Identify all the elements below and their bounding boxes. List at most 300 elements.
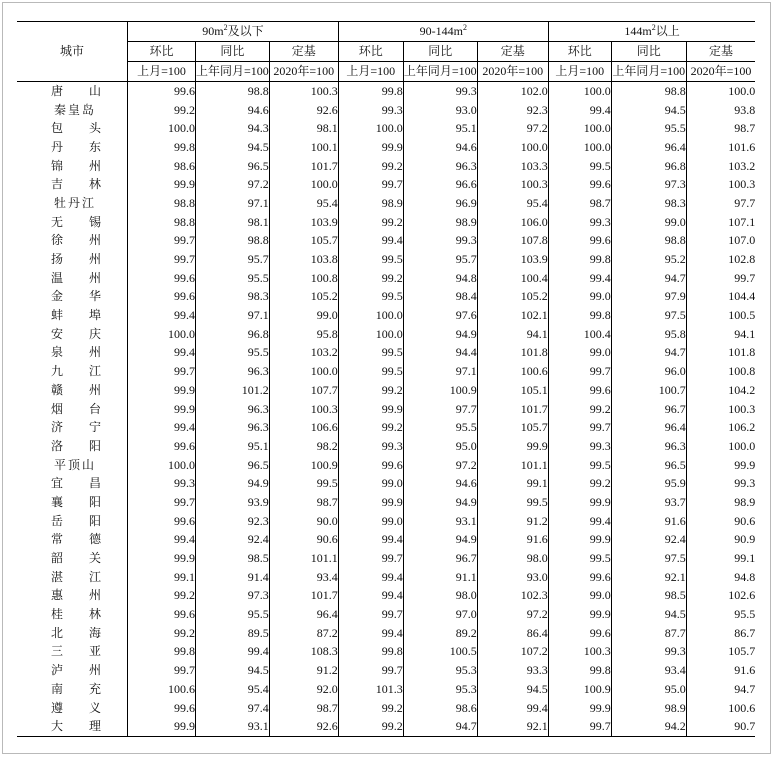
table-row <box>17 344 755 363</box>
index-value: 96.3 <box>611 437 686 456</box>
index-value: 99.7 <box>128 250 196 269</box>
index-value: 97.2 <box>477 119 548 138</box>
table-row <box>17 531 755 550</box>
index-value: 101.1 <box>269 549 338 568</box>
index-value: 93.8 <box>686 101 755 120</box>
index-value: 101.7 <box>269 157 338 176</box>
index-value: 99.1 <box>128 568 196 587</box>
metric-header-mom: 环比 <box>548 42 611 62</box>
index-value: 89.5 <box>196 624 270 643</box>
table-row <box>17 699 755 718</box>
index-value: 100.8 <box>686 362 755 381</box>
index-value: 99.5 <box>338 362 403 381</box>
city-name <box>17 288 128 307</box>
index-value: 99.4 <box>338 531 403 550</box>
index-value: 99.5 <box>548 456 611 475</box>
city-name <box>17 157 128 176</box>
city-name-text: 泸州 <box>51 663 128 678</box>
city-name <box>17 101 128 120</box>
index-value: 98.6 <box>403 699 477 718</box>
page-frame <box>2 2 771 754</box>
index-value: 100.4 <box>477 269 548 288</box>
table-row <box>17 661 755 680</box>
index-value: 99.5 <box>338 344 403 363</box>
index-value: 99.2 <box>128 101 196 120</box>
city-name <box>17 400 128 419</box>
index-value: 99.3 <box>128 474 196 493</box>
index-value: 93.1 <box>403 512 477 531</box>
city-name-text: 洛阳 <box>51 438 128 453</box>
table-row <box>17 624 755 643</box>
city-name-text: 徐州 <box>51 233 128 248</box>
index-value: 99.0 <box>548 344 611 363</box>
index-value: 99.3 <box>338 101 403 120</box>
table-row <box>17 194 755 213</box>
index-value: 94.7 <box>611 344 686 363</box>
index-value: 101.7 <box>269 587 338 606</box>
index-value: 95.2 <box>611 250 686 269</box>
index-value: 94.5 <box>196 661 270 680</box>
index-value: 98.8 <box>196 232 270 251</box>
city-name <box>17 119 128 138</box>
index-value: 94.1 <box>686 325 755 344</box>
group-header-medium: $90-144m^2$ <box>338 22 548 42</box>
city-name <box>17 680 128 699</box>
index-value: 107.7 <box>269 381 338 400</box>
index-value: 98.2 <box>269 437 338 456</box>
city-name-text: 襄阳 <box>51 494 128 509</box>
index-value: 97.7 <box>686 194 755 213</box>
city-name-text: 无锡 <box>51 214 128 229</box>
table-row <box>17 325 755 344</box>
index-value: 103.9 <box>269 213 338 232</box>
city-name <box>17 474 128 493</box>
index-value: 96.5 <box>196 456 270 475</box>
index-value: 99.9 <box>128 549 196 568</box>
index-value: 99.9 <box>128 175 196 194</box>
index-value: 99.9 <box>548 493 611 512</box>
index-value: 99.5 <box>548 157 611 176</box>
index-value: 100.3 <box>477 175 548 194</box>
city-name-text: 大理 <box>51 719 128 734</box>
index-value: 97.5 <box>611 549 686 568</box>
table-row <box>17 605 755 624</box>
index-value: 105.1 <box>477 381 548 400</box>
table-row <box>17 306 755 325</box>
index-value: 102.1 <box>477 306 548 325</box>
index-value: 94.8 <box>403 269 477 288</box>
city-name <box>17 568 128 587</box>
index-value: 99.0 <box>548 288 611 307</box>
city-name-text: 北海 <box>51 625 128 640</box>
index-value: 94.5 <box>611 605 686 624</box>
index-value: 94.6 <box>403 474 477 493</box>
index-value: 94.6 <box>403 138 477 157</box>
index-value: 99.2 <box>128 624 196 643</box>
index-value: 93.0 <box>403 101 477 120</box>
index-value: 94.7 <box>686 680 755 699</box>
index-value: 95.5 <box>403 418 477 437</box>
table-row <box>17 400 755 419</box>
city-name <box>17 512 128 531</box>
index-value: 92.1 <box>477 717 548 736</box>
index-value: 96.4 <box>269 605 338 624</box>
table-row <box>17 82 755 101</box>
index-value: 100.0 <box>338 325 403 344</box>
base-header-mom: 上月=100 <box>548 62 611 82</box>
index-value: 98.7 <box>686 119 755 138</box>
index-value: 101.1 <box>477 456 548 475</box>
index-value: 92.1 <box>611 568 686 587</box>
index-value: 99.9 <box>548 699 611 718</box>
index-value: 96.4 <box>611 418 686 437</box>
city-name <box>17 605 128 624</box>
index-value: 94.4 <box>403 344 477 363</box>
index-value: 100.3 <box>548 643 611 662</box>
base-header-mom: 上月=100 <box>128 62 196 82</box>
index-value: 100.9 <box>548 680 611 699</box>
index-value: 91.6 <box>477 531 548 550</box>
table-row <box>17 269 755 288</box>
index-value: 99.2 <box>338 699 403 718</box>
index-value: 99.1 <box>686 549 755 568</box>
index-value: 98.3 <box>196 288 270 307</box>
index-value: 106.2 <box>686 418 755 437</box>
index-value: 86.7 <box>686 624 755 643</box>
index-value: 100.0 <box>477 138 548 157</box>
metric-header-yoy: 同比 <box>403 42 477 62</box>
index-value: 99.6 <box>128 269 196 288</box>
index-value: 99.7 <box>128 232 196 251</box>
index-value: 99.8 <box>548 250 611 269</box>
index-value: 100.0 <box>548 138 611 157</box>
index-value: 94.7 <box>611 269 686 288</box>
index-value: 95.5 <box>686 605 755 624</box>
city-name <box>17 531 128 550</box>
index-value: 99.8 <box>128 643 196 662</box>
table-row <box>17 250 755 269</box>
index-value: 90.9 <box>686 531 755 550</box>
city-name-text: 秦皇岛 <box>54 102 97 117</box>
index-value: 91.6 <box>611 512 686 531</box>
index-value: 96.9 <box>403 194 477 213</box>
index-value: 94.1 <box>477 325 548 344</box>
index-value: 100.1 <box>269 138 338 157</box>
index-value: 98.8 <box>196 82 270 101</box>
index-value: 100.0 <box>338 306 403 325</box>
index-value: 99.7 <box>128 493 196 512</box>
city-name-text: 宜昌 <box>51 476 128 491</box>
index-value: 97.5 <box>611 306 686 325</box>
index-value: 98.8 <box>128 213 196 232</box>
index-value: 98.0 <box>477 549 548 568</box>
index-value: 87.2 <box>269 624 338 643</box>
index-value: 92.0 <box>269 680 338 699</box>
index-value: 99.4 <box>548 512 611 531</box>
index-value: 99.9 <box>128 381 196 400</box>
index-value: 97.2 <box>477 605 548 624</box>
index-value: 89.2 <box>403 624 477 643</box>
city-name-text: 烟台 <box>51 401 128 416</box>
city-name-text: 湛江 <box>51 569 128 584</box>
index-value: 91.6 <box>686 661 755 680</box>
metric-header-yoy: 同比 <box>196 42 270 62</box>
index-value: 95.3 <box>403 661 477 680</box>
index-value: 100.0 <box>269 362 338 381</box>
table-row <box>17 381 755 400</box>
index-value: 95.9 <box>611 474 686 493</box>
index-value: 99.4 <box>128 418 196 437</box>
index-value: 92.4 <box>611 531 686 550</box>
table-row <box>17 680 755 699</box>
index-value: 97.9 <box>611 288 686 307</box>
index-value: 99.6 <box>128 512 196 531</box>
table-row <box>17 493 755 512</box>
index-value: 101.6 <box>686 138 755 157</box>
index-value: 99.6 <box>548 232 611 251</box>
index-value: 102.3 <box>477 587 548 606</box>
index-value: 97.4 <box>196 699 270 718</box>
index-value: 99.0 <box>548 587 611 606</box>
index-value: 99.4 <box>128 306 196 325</box>
index-value: 105.2 <box>269 288 338 307</box>
index-value: 99.3 <box>403 82 477 101</box>
index-value: 96.5 <box>611 456 686 475</box>
index-value: 96.4 <box>611 138 686 157</box>
index-value: 94.6 <box>196 101 270 120</box>
index-value: 100.6 <box>686 699 755 718</box>
index-value: 92.6 <box>269 717 338 736</box>
index-value: 99.2 <box>128 587 196 606</box>
city-name <box>17 717 128 736</box>
index-value: 98.9 <box>686 493 755 512</box>
index-value: 94.7 <box>403 717 477 736</box>
index-value: 99.2 <box>338 717 403 736</box>
metric-header-yoy: 同比 <box>611 42 686 62</box>
table-row <box>17 512 755 531</box>
base-header-yoy: 上年同月=100 <box>611 62 686 82</box>
city-name <box>17 344 128 363</box>
index-value: 99.3 <box>403 232 477 251</box>
price-index-table <box>17 21 755 737</box>
index-value: 101.2 <box>196 381 270 400</box>
index-value: 102.0 <box>477 82 548 101</box>
index-value: 90.6 <box>686 512 755 531</box>
index-value: 99.4 <box>548 101 611 120</box>
index-value: 100.3 <box>269 82 338 101</box>
index-value: 100.5 <box>403 643 477 662</box>
index-value: 101.7 <box>477 400 548 419</box>
index-value: 100.0 <box>548 119 611 138</box>
index-value: 100.3 <box>686 400 755 419</box>
index-value: 92.3 <box>196 512 270 531</box>
index-value: 94.5 <box>477 680 548 699</box>
city-name-text: 济宁 <box>51 420 128 435</box>
index-value: 99.3 <box>686 474 755 493</box>
index-value: 107.8 <box>477 232 548 251</box>
index-value: 95.5 <box>196 605 270 624</box>
index-value: 97.3 <box>196 587 270 606</box>
index-value: 93.1 <box>196 717 270 736</box>
index-value: 99.0 <box>338 474 403 493</box>
metric-header-mom: 环比 <box>338 42 403 62</box>
index-value: 105.2 <box>477 288 548 307</box>
index-value: 87.7 <box>611 624 686 643</box>
index-value: 99.6 <box>128 437 196 456</box>
index-value: 99.4 <box>338 568 403 587</box>
index-value: 100.0 <box>128 119 196 138</box>
city-name-text: 包头 <box>51 121 128 136</box>
index-value: 94.5 <box>196 138 270 157</box>
index-value: 98.8 <box>611 232 686 251</box>
index-value: 107.1 <box>686 213 755 232</box>
city-name <box>17 213 128 232</box>
index-value: 95.5 <box>611 119 686 138</box>
city-name <box>17 138 128 157</box>
index-value: 92.6 <box>269 101 338 120</box>
index-value: 95.5 <box>196 269 270 288</box>
index-value: 94.9 <box>403 531 477 550</box>
index-value: 96.8 <box>196 325 270 344</box>
index-value: 99.2 <box>548 474 611 493</box>
index-value: 100.0 <box>128 456 196 475</box>
city-column-header: 城市 <box>17 22 128 82</box>
index-value: 95.4 <box>196 680 270 699</box>
table-row <box>17 213 755 232</box>
index-value: 99.3 <box>338 437 403 456</box>
index-value: 96.5 <box>196 157 270 176</box>
base-header-mom: 上月=100 <box>338 62 403 82</box>
index-value: 95.7 <box>196 250 270 269</box>
index-value: 94.9 <box>196 474 270 493</box>
table-row <box>17 474 755 493</box>
index-value: 94.3 <box>196 119 270 138</box>
city-name-text: 常德 <box>51 532 128 547</box>
index-value: 95.8 <box>269 325 338 344</box>
index-value: 100.0 <box>548 82 611 101</box>
city-name-text: 金华 <box>51 289 128 304</box>
index-value: 100.9 <box>403 381 477 400</box>
index-value: 97.6 <box>403 306 477 325</box>
city-name <box>17 175 128 194</box>
city-name <box>17 306 128 325</box>
city-name <box>17 232 128 251</box>
index-value: 97.3 <box>611 175 686 194</box>
index-value: 104.4 <box>686 288 755 307</box>
index-value: 103.3 <box>477 157 548 176</box>
city-name-text: 蚌埠 <box>51 308 128 323</box>
index-value: 99.6 <box>128 288 196 307</box>
index-value: 97.7 <box>403 400 477 419</box>
index-value: 99.5 <box>338 288 403 307</box>
index-value: 95.7 <box>403 250 477 269</box>
index-value: 96.6 <box>403 175 477 194</box>
base-header-yoy: 上年同月=100 <box>403 62 477 82</box>
index-value: 99.8 <box>548 661 611 680</box>
index-value: 100.6 <box>128 680 196 699</box>
table-body <box>17 82 755 737</box>
table-row <box>17 456 755 475</box>
index-value: 97.2 <box>403 456 477 475</box>
index-value: 99.6 <box>548 381 611 400</box>
index-value: 100.0 <box>338 119 403 138</box>
city-name-text: 岳阳 <box>51 513 128 528</box>
index-value: 98.1 <box>196 213 270 232</box>
group-header-small: $90m^2$及以下 <box>128 22 339 42</box>
index-value: 99.9 <box>338 138 403 157</box>
index-value: 97.1 <box>196 194 270 213</box>
index-value: 99.2 <box>548 400 611 419</box>
index-value: 100.3 <box>686 175 755 194</box>
index-value: 98.7 <box>269 493 338 512</box>
index-value: 95.0 <box>403 437 477 456</box>
city-name <box>17 661 128 680</box>
index-value: 106.6 <box>269 418 338 437</box>
index-value: 96.3 <box>196 400 270 419</box>
index-value: 98.1 <box>269 119 338 138</box>
city-name <box>17 643 128 662</box>
city-name-text: 唐山 <box>51 83 128 98</box>
index-value: 99.7 <box>548 362 611 381</box>
index-value: 94.9 <box>403 325 477 344</box>
index-value: 99.7 <box>338 605 403 624</box>
index-value: 99.9 <box>338 400 403 419</box>
city-name-text: 牡丹江 <box>54 195 97 210</box>
index-value: 99.9 <box>548 605 611 624</box>
city-name-text: 安庆 <box>51 326 128 341</box>
index-value: 98.9 <box>611 699 686 718</box>
index-value: 95.3 <box>403 680 477 699</box>
index-value: 94.5 <box>611 101 686 120</box>
table-row <box>17 119 755 138</box>
city-name <box>17 269 128 288</box>
index-value: 100.0 <box>686 82 755 101</box>
index-value: 97.0 <box>403 605 477 624</box>
index-value: 94.9 <box>403 493 477 512</box>
index-value: 99.7 <box>338 661 403 680</box>
index-value: 100.8 <box>269 269 338 288</box>
city-name-text: 温州 <box>51 270 128 285</box>
index-value: 105.7 <box>269 232 338 251</box>
index-value: 98.5 <box>611 587 686 606</box>
index-value: 99.6 <box>548 175 611 194</box>
index-value: 99.3 <box>548 213 611 232</box>
index-value: 103.8 <box>269 250 338 269</box>
index-value: 99.0 <box>269 306 338 325</box>
index-value: 95.1 <box>196 437 270 456</box>
city-name-text: 南充 <box>51 681 128 696</box>
index-value: 98.5 <box>196 549 270 568</box>
city-name-text: 赣州 <box>51 382 128 397</box>
index-value: 98.6 <box>128 157 196 176</box>
index-value: 99.4 <box>128 531 196 550</box>
index-value: 96.8 <box>611 157 686 176</box>
table-row <box>17 288 755 307</box>
index-value: 96.0 <box>611 362 686 381</box>
table-row <box>17 175 755 194</box>
metric-header-fixed: 定基 <box>269 42 338 62</box>
index-value: 91.4 <box>196 568 270 587</box>
index-value: 100.4 <box>548 325 611 344</box>
city-name-text: 韶关 <box>51 551 128 566</box>
index-value: 99.4 <box>128 344 196 363</box>
index-value: 99.8 <box>128 138 196 157</box>
city-name <box>17 381 128 400</box>
index-value: 99.3 <box>548 437 611 456</box>
city-name-text: 九江 <box>51 364 128 379</box>
index-value: 92.3 <box>477 101 548 120</box>
index-value: 100.0 <box>128 325 196 344</box>
